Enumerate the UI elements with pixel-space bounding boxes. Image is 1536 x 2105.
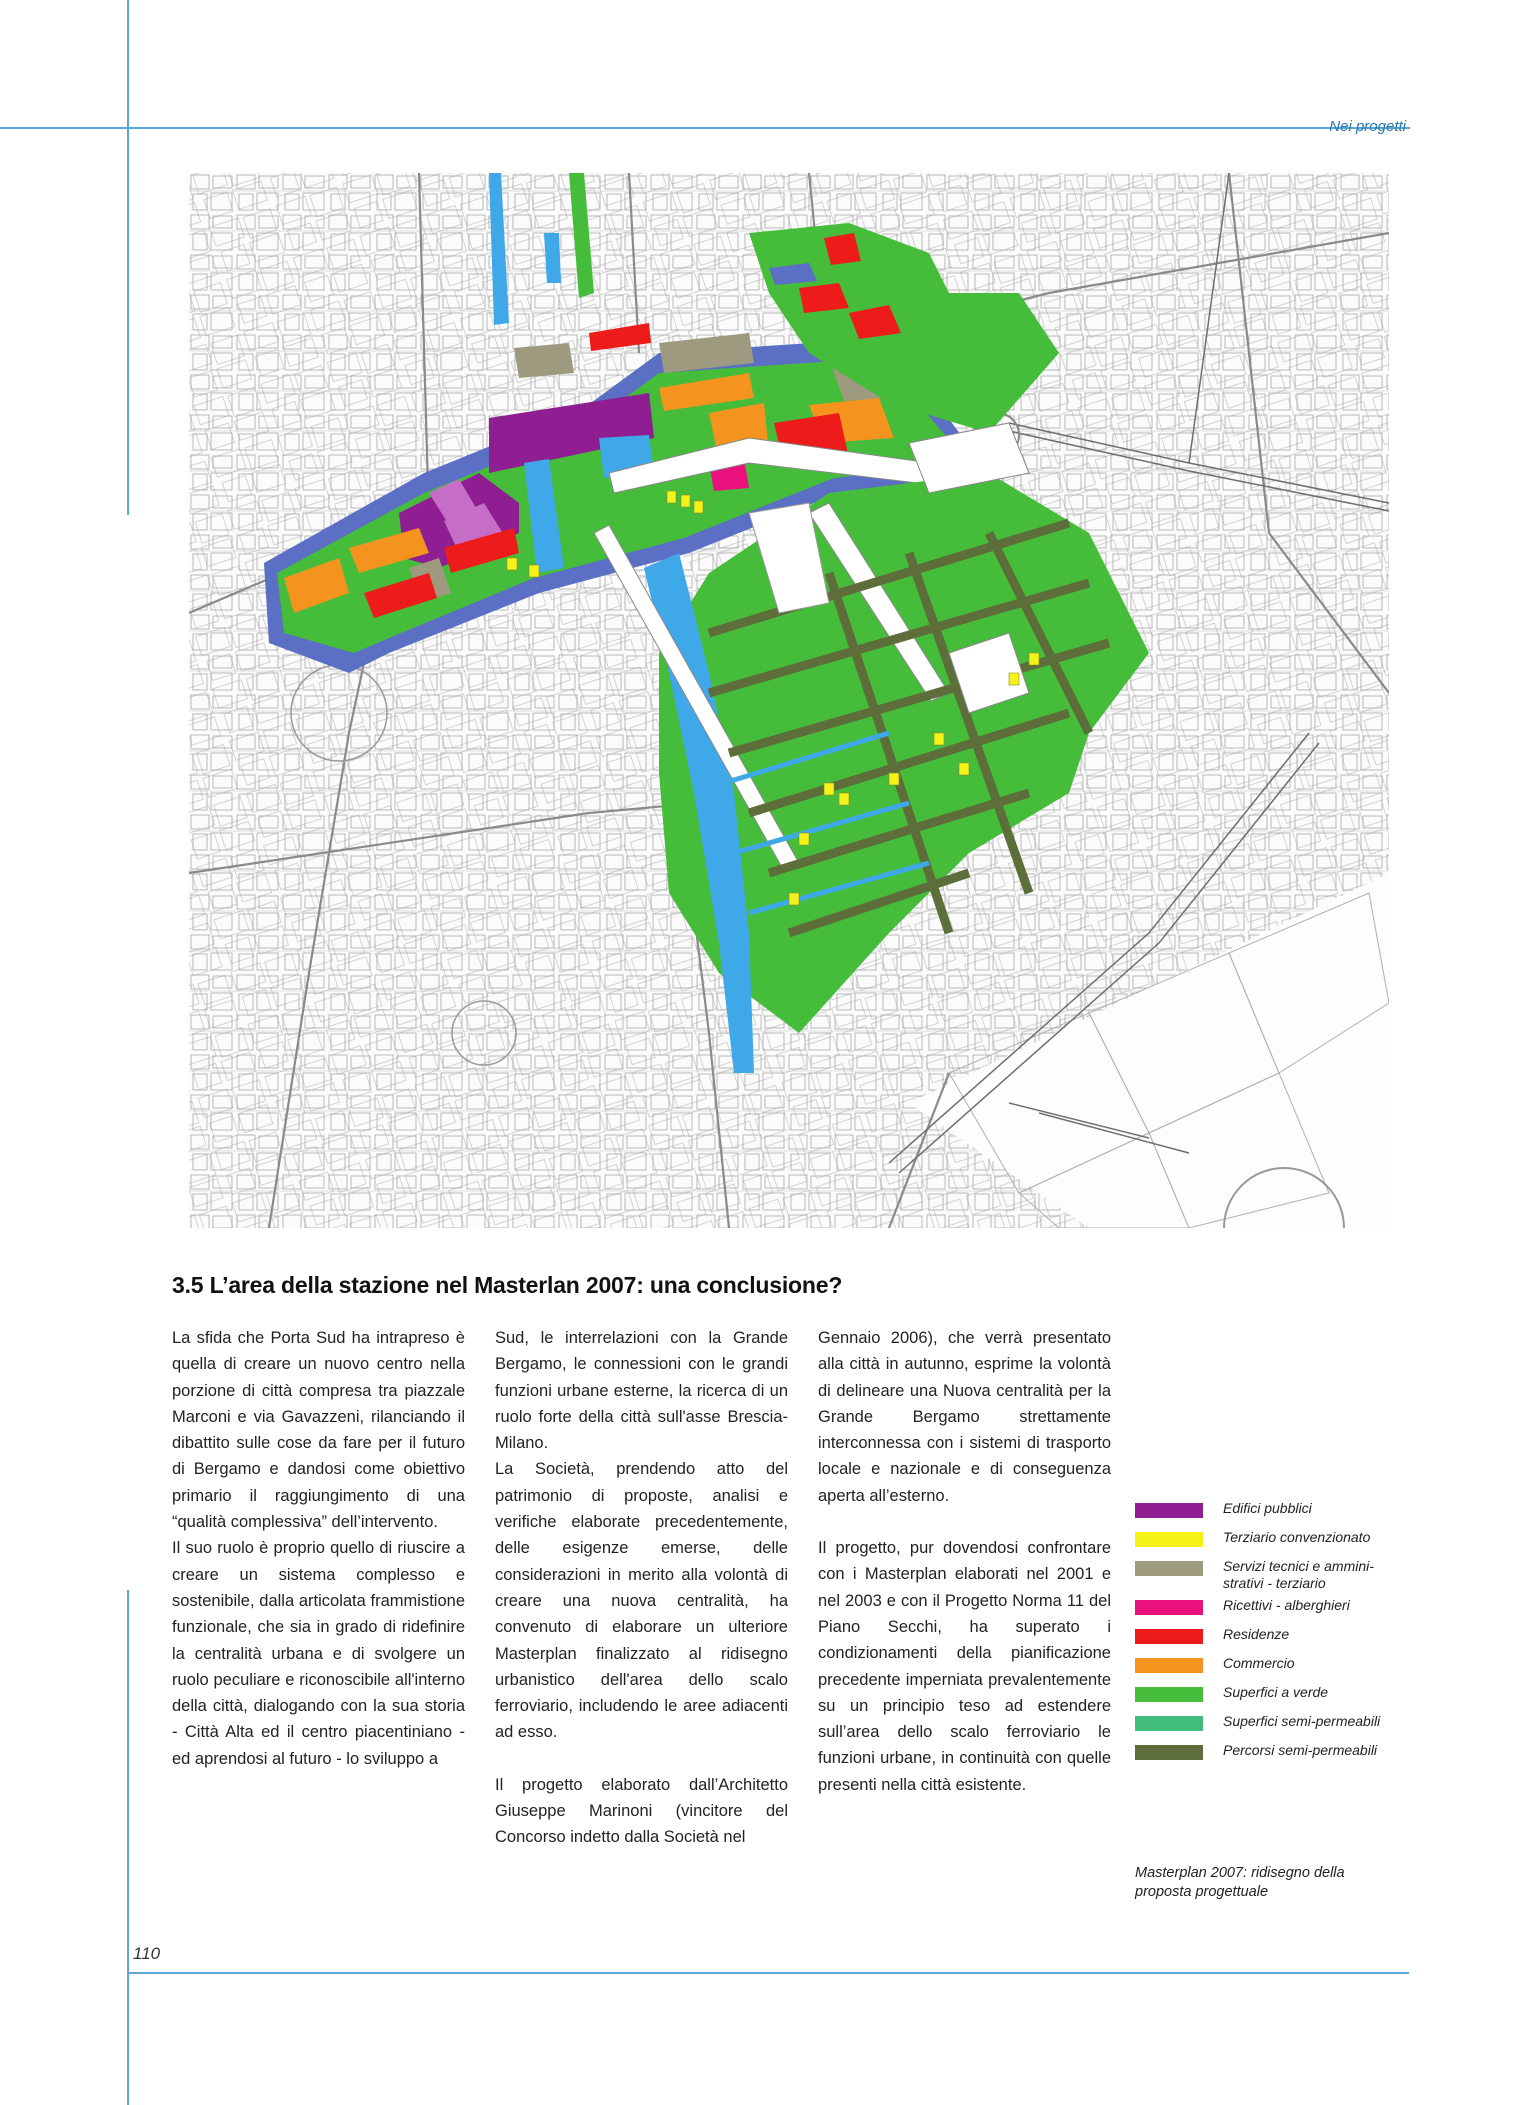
legend-item-superfici-verde (1135, 1684, 1415, 1713)
figure-caption: Masterplan 2007: ridisegno della proposta progettuale (1135, 1865, 1345, 1900)
top-rule (0, 127, 1410, 129)
paragraph: Il progetto elaborato dall’Architetto Giuseppe Marinoni (vincitore del Concorso indetto dalla Società nel (495, 1775, 788, 1847)
legend-item-superfici-semipermeabili (1135, 1713, 1415, 1742)
legend-swatch (1135, 1658, 1203, 1673)
paragraph: Sud, le interrelazioni con la Grande Bergamo, le connessioni con le grandi funzioni urbane esterne, la ricerca di un ruolo forte della città sull'asse Brescia-Milano. (495, 1329, 788, 1453)
legend-swatch (1135, 1561, 1203, 1576)
bottom-rule (127, 1972, 1409, 1974)
legend-item-ricettivi (1135, 1597, 1415, 1626)
paragraph: La Società, prendendo atto del patrimonio di proposte, analisi e verifiche elaborate precedentemente, delle esigenze emerse, delle considerazioni in merito alla volontà di creare una nuova centralità, ha convenuto di elaborare un ulteriore Masterplan finalizzato al ridisegno urbanistico dell'area dello scalo ferroviario, includendo le aree adiacenti ad esso. (495, 1460, 788, 1742)
legend-swatch (1135, 1687, 1203, 1702)
paragraph: La sfida che Porta Sud ha intrapreso è quella di creare un nuovo centro nella porzione di città compresa tra piazzale Marconi e via Gavazzeni, rilanciando il dibattito sulle cose da fare per il futuro di Bergamo e dandosi come obiettivo primario il raggiungimento di una “qualità complessiva” dell’intervento. (172, 1329, 465, 1532)
legend-item-servizi-tecnici (1135, 1558, 1415, 1597)
legend-item-edifici-pubblici (1135, 1500, 1415, 1529)
legend-label: Residenze (1223, 1626, 1290, 1642)
paragraph: Gennaio 2006), che verrà presentato alla città in autunno, esprime la volontà di delineare una Nuova centralità per la Grande Bergamo strettamente interconnessa con i sistemi di trasporto locale e nazionale e di conseguenza aperta all’esterno. (818, 1329, 1111, 1505)
left-margin-rule-upper (127, 0, 129, 515)
legend-label: Edifici pubblici (1223, 1500, 1312, 1516)
legend-swatch (1135, 1600, 1203, 1615)
legend-label: Percorsi semi-permeabili (1223, 1742, 1378, 1758)
page-number: 110 (133, 1944, 161, 1963)
legend-swatch (1135, 1745, 1203, 1760)
text-column-3 (818, 1325, 1111, 1798)
legend-item-percorsi-semipermeabili (1135, 1742, 1415, 1771)
legend-swatch (1135, 1532, 1203, 1547)
legend-label: Commercio (1223, 1655, 1295, 1671)
legend-item-terziario-convenzionato (1135, 1529, 1415, 1558)
legend-swatch (1135, 1716, 1203, 1731)
legend-swatch (1135, 1629, 1203, 1644)
legend-label: Ricettivi - alberghieri (1223, 1597, 1350, 1613)
running-header: Nei progetti (1329, 118, 1406, 135)
masterplan-map (189, 173, 1389, 1228)
legend-label: Superfici a verde (1223, 1684, 1329, 1700)
text-column-1 (172, 1325, 465, 1772)
legend-label: Terziario convenzionato (1223, 1529, 1371, 1545)
paragraph: Il progetto, pur dovendosi confrontare con i Masterplan elaborati nel 2001 e nel 2003 e con il Progetto Norma 11 del Piano Secchi, ha superato i condizionamenti della pianificazione precedente imperniata prevalentemente su un principio teso ad estendere sull’area dello scalo ferroviario le funzioni urbane, in continuità con quelle presenti nella città esistente. (818, 1539, 1111, 1794)
legend-swatch (1135, 1503, 1203, 1518)
legend-item-residenze (1135, 1626, 1415, 1655)
map-legend (1135, 1500, 1415, 1771)
left-margin-rule-lower (127, 1590, 129, 2105)
legend-item-commercio (1135, 1655, 1415, 1684)
section-heading: 3.5 L’area della stazione nel Masterlan 2007: una conclusione? (172, 1272, 843, 1298)
text-column-2 (495, 1325, 788, 1851)
legend-label: Superfici semi-permeabili (1223, 1713, 1381, 1729)
legend-label: Servizi tecnici e ammini- strativi - terziario (1223, 1558, 1374, 1591)
paragraph: Il suo ruolo è proprio quello di riuscire a creare un sistema complesso e sostenibile, dalla articolata frammistione funzionale, che sia in grado di ridefinire la centralità urbana e di svolgere un ruolo peculiare e riconoscibile all'interno della città, dialogando con la sua storia - Città Alta ed il centro piacentiniano - ed aprendosi al futuro - lo sviluppo a (172, 1539, 465, 1768)
